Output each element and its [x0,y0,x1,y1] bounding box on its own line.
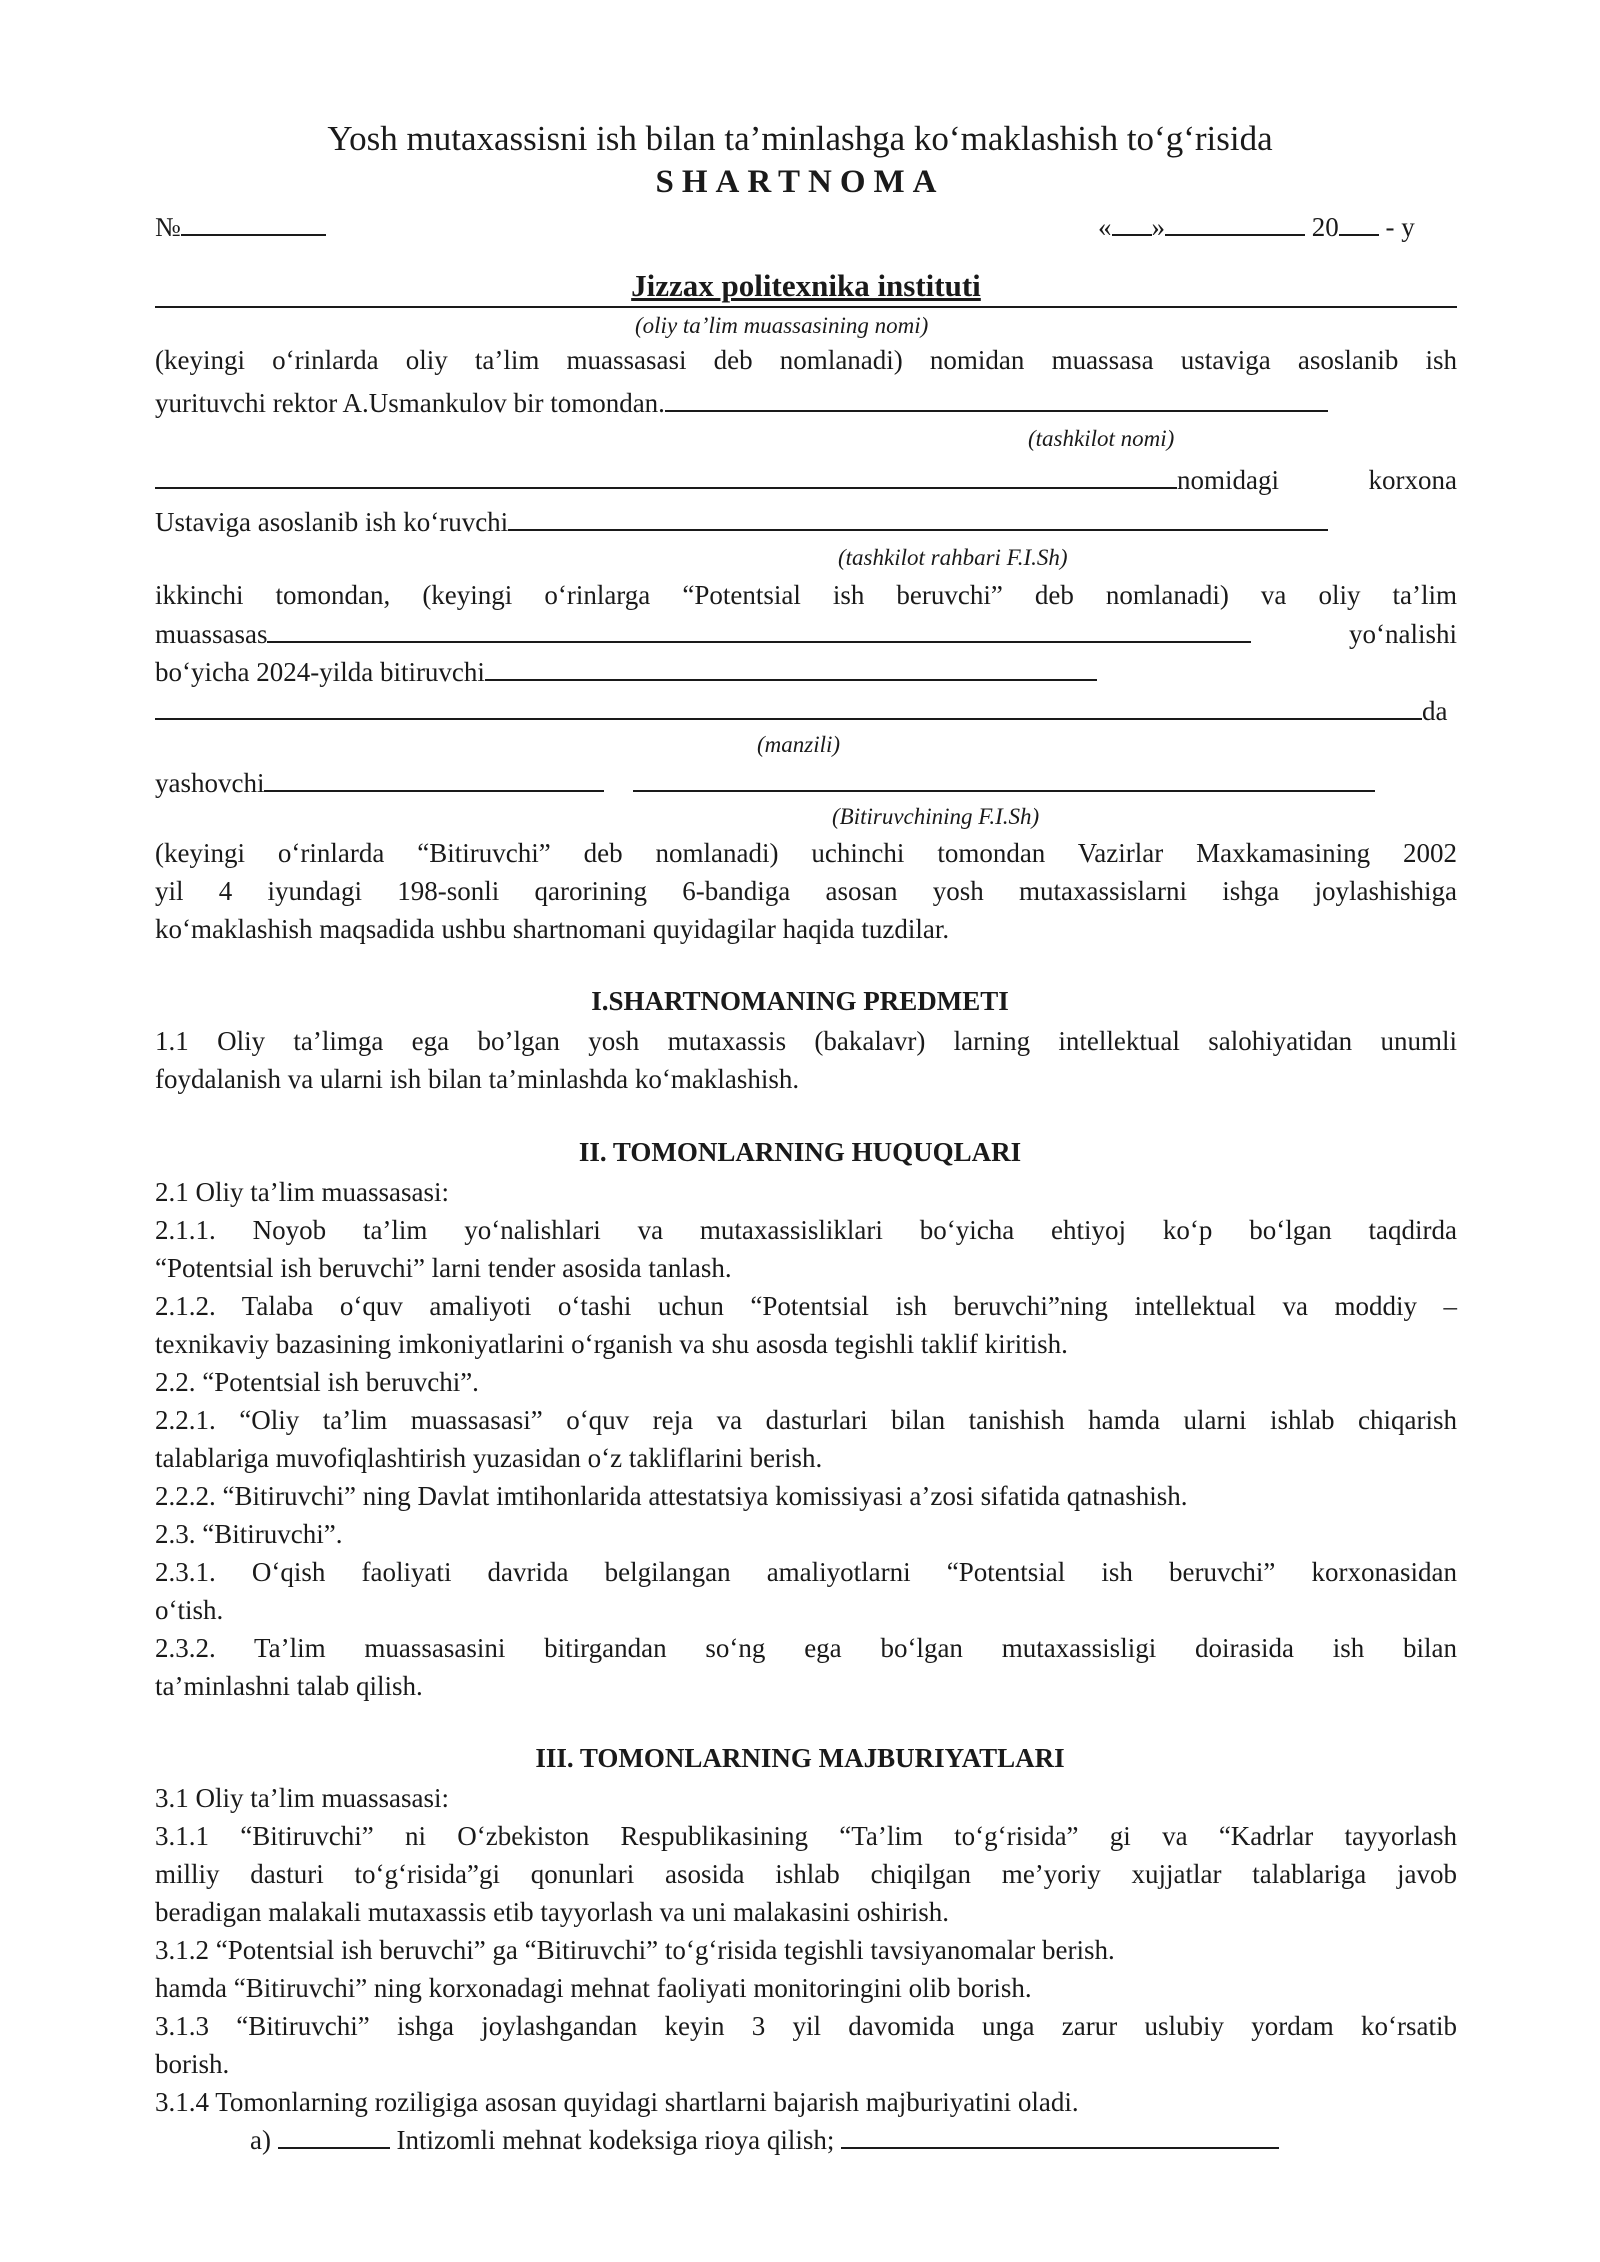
document-type: SHARTNOMA [655,164,945,200]
institute-name: Jizzax politexnika instituti [631,268,981,303]
section3-heading: III. TOMONLARNING MAJBURIYATLARI [535,1743,1065,1773]
party3-line2: yil 4 iyundagi 198-sonli qarorining 6-bandiga asosan yosh mutaxassislarni ishga joylashishiga [155,876,1457,906]
s2-line14: ta’minlashni talab qilish. [155,1671,423,1701]
month-blank[interactable] [1165,208,1305,236]
party2-line1: ikkinchi tomondan, (keyingi o‘rinlarga “Potentsial ish beruvchi” deb nomlanadi) va oliy ta’lim [155,580,1457,610]
s2-line13: 2.3.2. Ta’lim muassasasini bitirgandan so‘ng ega bo‘lgan mutaxassisligi doirasida ish bilan [155,1633,1457,1663]
charter-line: Ustaviga asoslanib ish ko‘ruvchi [155,503,1328,541]
s2-line1: 2.1 Oliy ta’lim muassasasi: [155,1177,449,1207]
address-line: da [155,692,1447,730]
s2-line9: 2.2.2. “Bitiruvchi” ning Davlat imtihonlarida attestatsiya komissiyasi a’zosi sifatida qatnashish. [155,1481,1188,1511]
organization-name-blank[interactable] [665,384,1328,412]
address-caption: (manzili) [757,732,841,757]
institute-name-line [155,268,1457,308]
section2-heading: II. TOMONLARNING HUQUQLARI [578,1137,1022,1167]
number-blank[interactable] [181,208,326,236]
item-a-blank-right[interactable] [841,2121,1279,2149]
s3-line5: 3.1.2 “Potentsial ish beruvchi” ga “Bitiruvchi” to‘g‘risida tegishli tavsiyanomalar berish. [155,1935,1115,1965]
s2-line2: 2.1.1. Noyob ta’lim yo‘nalishlari va mutaxassisliklari bo‘yicha ehtiyoj ko‘p bo‘lgan taqdirda [155,1215,1457,1245]
contract-date: « » 20 - y [1098,208,1415,246]
s3-line8: borish. [155,2049,230,2079]
party1-line1: (keyingi o‘rinlarda oliy ta’lim muassasasi deb nomlanadi) nomidan muassasa ustaviga asoslanib ish [155,345,1457,375]
day-blank[interactable] [1112,208,1152,236]
section1-heading: I.SHARTNOMANING PREDMETI [591,986,1009,1016]
s2-line12: o‘tish. [155,1595,224,1625]
s3-line3: milliy dasturi to‘g‘risida”gi qonunlari asosida ishlab chiqilgan me’yoriy xujjatlar talablariga javob [155,1859,1457,1889]
s2-line11: 2.3.1. O‘qish faoliyati davrida belgilangan amaliyotlarni “Potentsial ish beruvchi” korxonasidan [155,1557,1457,1587]
s2-line7: 2.2.1. “Oliy ta’lim muassasasi” o‘quv reja va dasturlari bilan tanishish hamda ularni ishlab chiqarish [155,1405,1457,1435]
document-title: Yosh mutaxassisni ish bilan ta’minlashga ko‘maklashish to‘g‘risida [327,119,1273,158]
resident-blank[interactable] [264,764,604,792]
head-caption: (tashkilot rahbari F.I.Sh) [838,545,1068,570]
party3-line1: (keyingi o‘rinlarda “Bitiruvchi” deb nomlanadi) uchinchi tomondan Vazirlar Maxkamasining 2002 [155,838,1457,868]
s3-line2: 3.1.1 “Bitiruvchi” ni O‘zbekiston Respublikasining “Ta’lim to‘g‘risida” gi va “Kadrlar tayyorlash [155,1821,1457,1851]
s1-line1: 1.1 Oliy ta’limga ega bo’lgan yosh mutaxassis (bakalavr) larning intellektual salohiyatidan unumli [155,1026,1457,1056]
s2-line6: 2.2. “Potentsial ish beruvchi”. [155,1367,479,1397]
s3-line6: hamda “Bitiruvchi” ning korxonadagi mehnat faoliyati monitoringini olib borish. [155,1973,1032,2003]
organization-blank[interactable] [155,461,1177,489]
direction-blank[interactable] [267,615,1251,643]
graduate-caption: (Bitiruvchining F.I.Sh) [832,804,1040,829]
graduate-blank[interactable] [485,653,1097,681]
s2-line4: 2.1.2. Talaba o‘quv amaliyoti o‘tashi uchun “Potentsial ish beruvchi”ning intellektual va moddiy – [155,1291,1457,1321]
graduate-year-line: bo‘yicha 2024-yilda bitiruvchi [155,653,1097,691]
party3-line3: ko‘maklashish maqsadida ushbu shartnomani quyidagilar haqida tuzdilar. [155,914,950,944]
s2-line5: texnikaviy bazasining imkoniyatlarini o‘rganish va shu asosda tegishli taklif kiritish. [155,1329,1068,1359]
s3-line7: 3.1.3 “Bitiruvchi” ishga joylashgandan keyin 3 yil davomida unga zarur uslubiy yordam ko‘rsatib [155,2011,1457,2041]
organization-line: nomidagi korxona [155,461,1457,499]
item-a-blank-left[interactable] [278,2121,390,2149]
institute-caption: (oliy ta’lim muassasining nomi) [635,313,929,338]
s1-line2: foydalanish va ularni ish bilan ta’minlashda ko‘maklashish. [155,1064,800,1094]
year-blank[interactable] [1339,208,1379,236]
head-name-blank[interactable] [508,503,1328,531]
s3-line4: beradigan malakali mutaxassis etib tayyorlash va uni malakasini oshirish. [155,1897,950,1927]
s3-item-a: a) Intizomli mehnat kodeksiga rioya qilish; [250,2121,1279,2159]
party1-line2: yurituvchi rektor A.Usmankulov bir tomondan. [155,384,1328,422]
graduate-name-blank[interactable] [633,764,1375,792]
contract-number: № [155,208,326,246]
s2-line8: talablariga muvofiqlashtirish yuzasidan o‘z takliflarini berish. [155,1443,823,1473]
s3-line9: 3.1.4 Tomonlarning roziligiga asosan quyidagi shartlarni bajarish majburiyatini oladi. [155,2087,1079,2117]
direction-line: muassasas yo‘nalishi [155,615,1457,653]
address-blank[interactable] [155,692,1422,720]
s2-line10: 2.3. “Bitiruvchi”. [155,1519,343,1549]
s3-line1: 3.1 Oliy ta’lim muassasasi: [155,1783,449,1813]
resident-line: yashovchi [155,764,1375,802]
organization-caption: (tashkilot nomi) [1028,426,1175,451]
s2-line3: “Potentsial ish beruvchi” larni tender asosida tanlash. [155,1253,732,1283]
